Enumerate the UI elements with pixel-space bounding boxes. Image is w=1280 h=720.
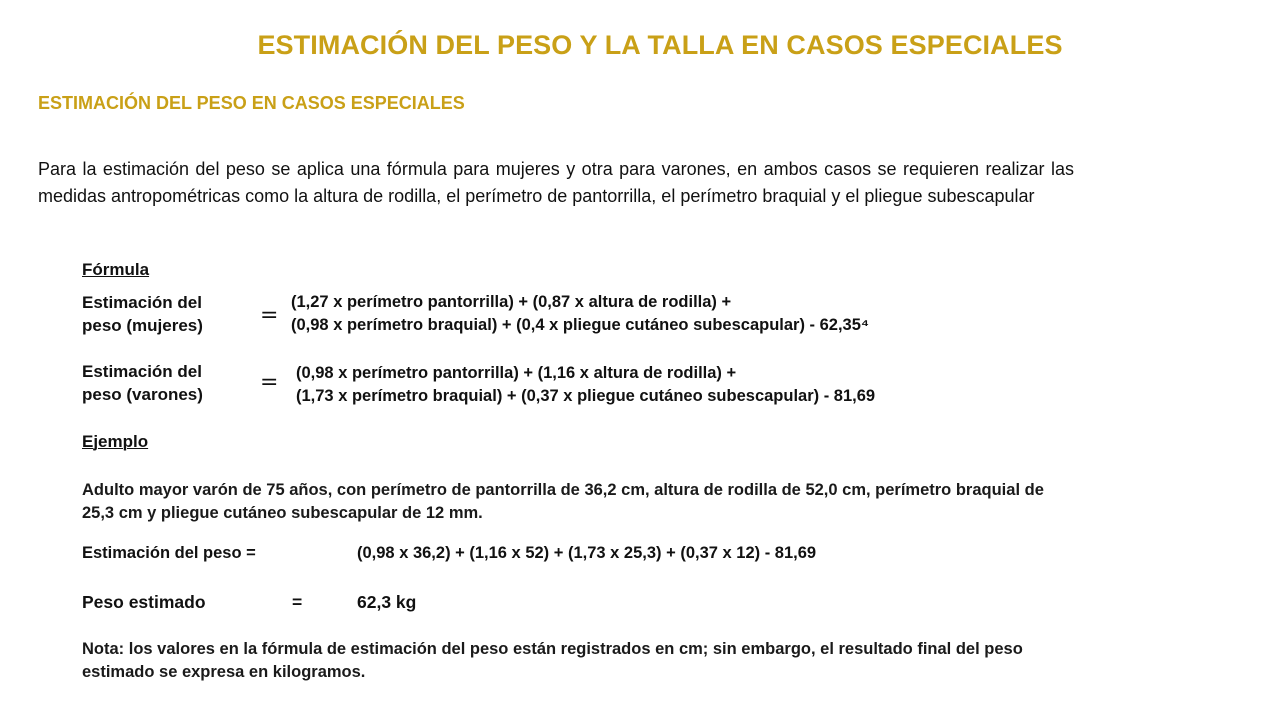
example-description: Adulto mayor varón de 75 años, con perímetro de pantorrilla de 36,2 cm, altura de rodilla de 52,0 cm, perímetro braquial de 25,3 cm y pliegue cutáneo subescapular de 12 mm. — [82, 481, 1044, 522]
note-label: Nota: — [82, 640, 125, 658]
women-label-line1: Estimación del — [82, 293, 202, 312]
result-value: 62,3 kg — [357, 592, 417, 612]
women-formula-body — [291, 291, 869, 337]
page-title: ESTIMACIÓN DEL PESO Y LA TALLA EN CASOS ESPECIALES — [257, 30, 1063, 60]
men-formula-body — [296, 362, 875, 408]
calculation-expression: (0,98 x 36,2) + (1,16 x 52) + (1,73 x 25,3) + (0,37 x 12) - 81,69 — [357, 544, 817, 562]
women-formula-line1: (1,27 x perímetro pantorrilla) + (0,87 x altura de rodilla) + — [291, 293, 732, 311]
men-equals-sign: = — [260, 370, 279, 395]
result-label: Peso estimado — [82, 592, 206, 612]
women-formula-label — [82, 291, 203, 337]
section-subtitle: ESTIMACIÓN DEL PESO EN CASOS ESPECIALES — [38, 93, 465, 113]
note-paragraph — [82, 638, 1072, 684]
calculation-label: Estimación del peso = — [82, 544, 256, 562]
men-formula-label — [82, 360, 203, 406]
men-label-line1: Estimación del — [82, 362, 202, 381]
women-equals-sign: = — [260, 303, 279, 328]
formula-heading: Fórmula — [82, 260, 150, 279]
example-heading: Ejemplo — [82, 432, 149, 451]
men-label-line2: peso (varones) — [82, 385, 203, 404]
intro-paragraph: Para la estimación del peso se aplica una fórmula para mujeres y otra para varones, en ambos casos se requieren realizar las medidas antropométricas como la altura de rodilla, el perímetro de pantorrilla, el perímetro braquial y el pliegue subescapular — [38, 159, 1074, 206]
men-formula-line2: (1,73 x perímetro braquial) + (0,37 x pliegue cutáneo subescapular) - 81,69 — [296, 387, 876, 405]
women-formula-line2: (0,98 x perímetro braquial) + (0,4 x pliegue cutáneo subescapular) - 62,35⁴ — [291, 316, 870, 334]
women-label-line2: peso (mujeres) — [82, 316, 203, 335]
men-formula-line1: (0,98 x perímetro pantorrilla) + (1,16 x altura de rodilla) + — [296, 364, 737, 382]
note-text: los valores en la fórmula de estimación del peso están registrados en cm; sin embargo, el resultado final del peso estimado se expresa en kilogramos. — [82, 640, 1023, 681]
result-equals-sign: = — [292, 592, 303, 612]
